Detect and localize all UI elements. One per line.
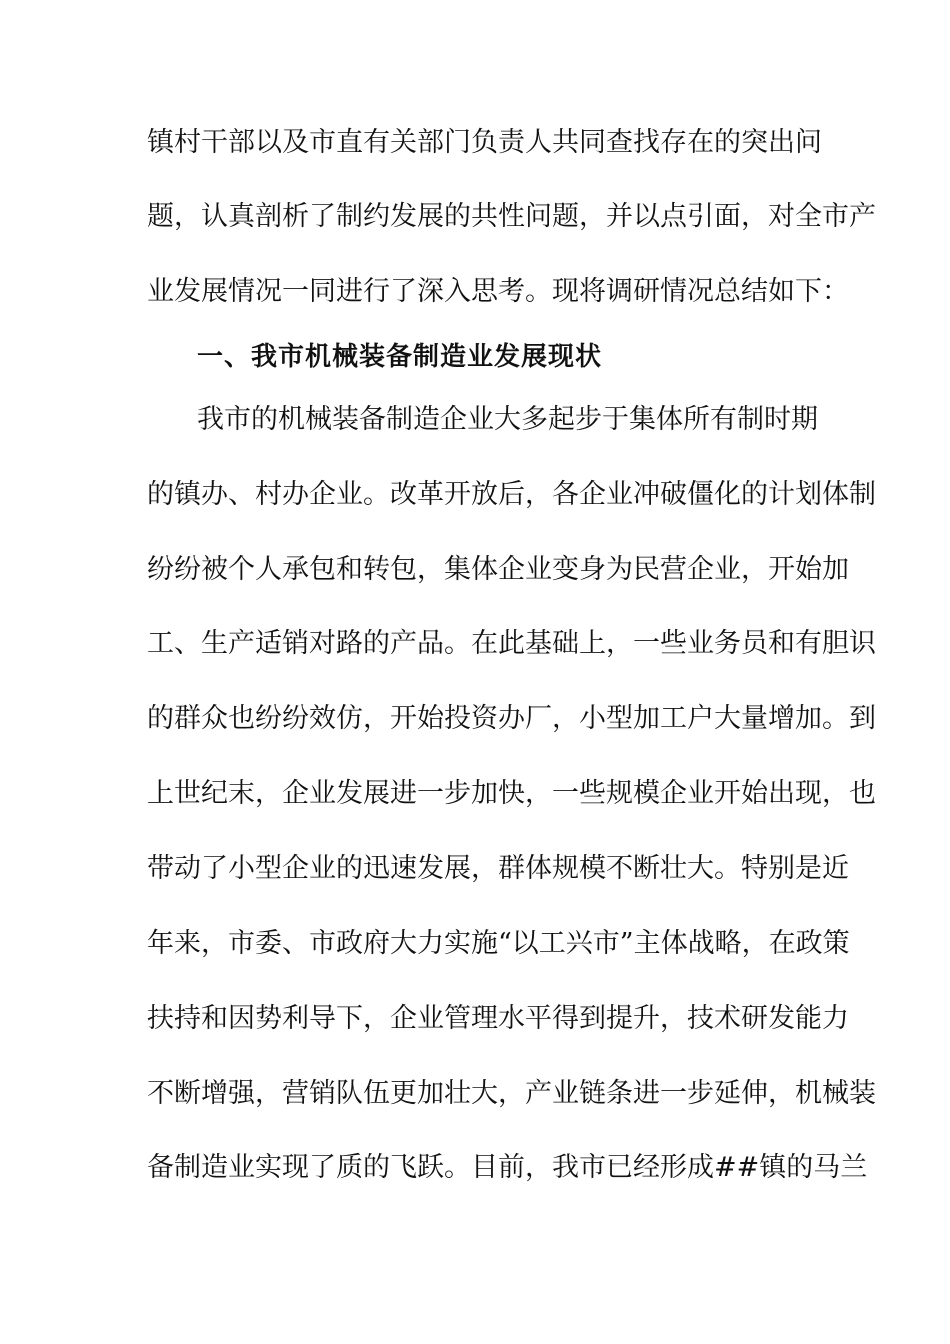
paragraph-line: 扶持和因势利导下，企业管理水平得到提升，技术研发能力 <box>147 1003 849 1034</box>
paragraph-line: 我市的机械装备制造企业大多起步于集体所有制时期 <box>197 404 818 435</box>
paragraph-line: 上世纪末，企业发展进一步加快，一些规模企业开始出现，也 <box>147 778 876 809</box>
paragraph-line: 年来，市委、市政府大力实施“以工兴市”主体战略，在政策 <box>147 928 850 959</box>
paragraph-line: 不断增强，营销队伍更加壮大，产业链条进一步延伸，机械装 <box>147 1078 876 1109</box>
paragraph-line: 的镇办、村办企业。改革开放后，各企业冲破僵化的计划体制 <box>147 479 876 510</box>
intro-line: 业发展情况一同进行了深入思考。现将调研情况总结如下： <box>147 276 849 307</box>
section-heading: 一、我市机械装备制造业发展现状 <box>197 342 603 372</box>
intro-line: 镇村干部以及市直有关部门负责人共同查找存在的突出问 <box>147 127 822 158</box>
paragraph-line: 工、生产适销对路的产品。在此基础上，一些业务员和有胆识 <box>147 628 876 659</box>
intro-line: 题，认真剖析了制约发展的共性问题，并以点引面，对全市产 <box>147 201 876 232</box>
paragraph-line: 的群众也纷纷效仿，开始投资办厂，小型加工户大量增加。到 <box>147 703 876 734</box>
paragraph-line: 备制造业实现了质的飞跃。目前，我市已经形成##镇的马兰 <box>147 1152 868 1183</box>
paragraph-line: 纷纷被个人承包和转包，集体企业变身为民营企业，开始加 <box>147 554 849 585</box>
paragraph-line: 带动了小型企业的迅速发展，群体规模不断壮大。特别是近 <box>147 853 849 884</box>
